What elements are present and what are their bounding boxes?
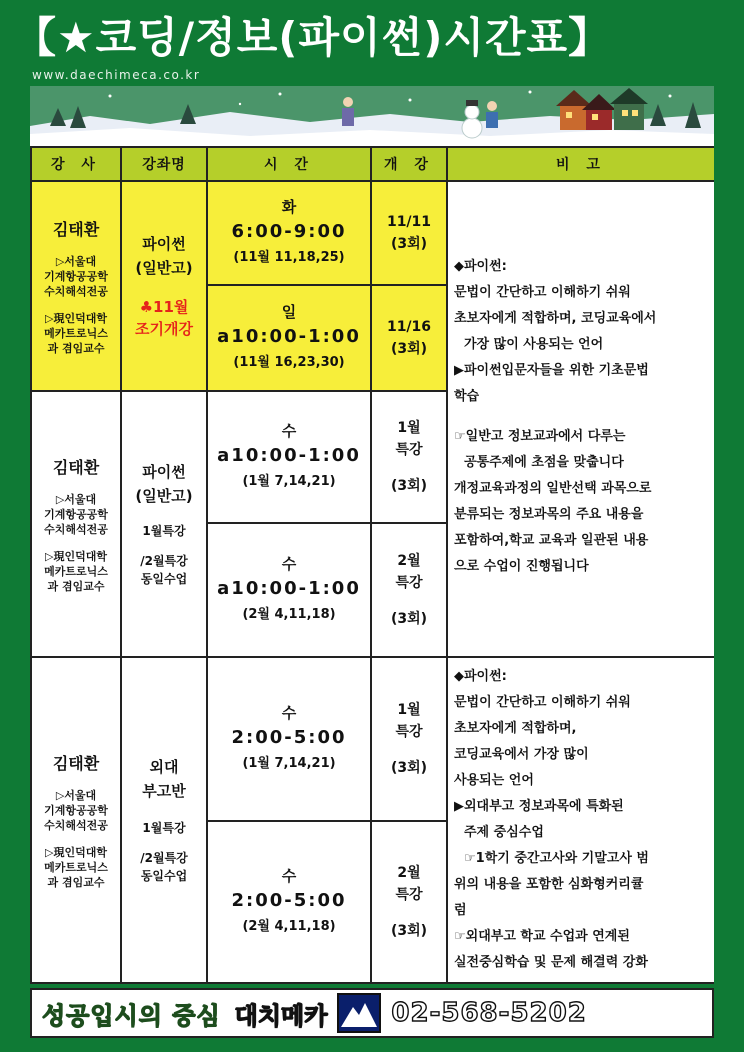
session-count: (3회) [390,341,428,357]
instructor-edu-3: 수치해석전공 [44,818,108,832]
academy-logo-icon [337,993,381,1033]
note-line: 가장 많이 사용되는 언어 [464,337,604,352]
course-note-2: /2월특강 [140,851,188,865]
instructor-career-3: 과 겸임교수 [47,341,105,355]
course-note-3: 동일수업 [140,572,188,586]
start-cell [372,392,448,524]
note-line: 개정교육과정의 일반선택 과목으로 [454,481,652,496]
footer-brand: 대치메카 [234,1001,328,1030]
instructor-career-2: 메카트로닉스 [44,860,108,874]
note-line [454,410,708,424]
course-name: 파이썬 [142,235,186,253]
start-month: 2월 [397,865,421,881]
note-line: ▶외대부고 정보과목에 특화된 [454,799,624,814]
header-notes: 비 고 [448,148,714,182]
slot-day: 수 [281,422,297,440]
instructor-career-2: 메카트로닉스 [44,564,108,578]
instructor-career-1: ▷現인덕대학 [45,845,107,859]
time-slot [208,524,372,658]
note-line: ☞1학기 중간고사와 기말고사 범 [464,851,649,866]
time-slot [208,658,372,822]
slot-dates: (2월 4,11,18) [242,919,336,934]
course-type: 부고반 [142,782,186,800]
start-date: 11/16 [386,319,432,335]
start-cell [372,658,448,822]
timetable [30,146,714,984]
start-month: 1월 [397,420,421,436]
slot-time: a10:00-1:00 [217,578,361,599]
notes-cell-top [448,182,714,658]
course-type: (일반고) [135,259,193,277]
start-date: 11/11 [386,214,432,230]
notes-cell-bottom [448,658,714,982]
note-line: 초보자에게 적합하며, 코딩교육에서 [454,311,657,326]
note-line: 문법이 간단하고 이해하기 쉬워 [454,285,631,300]
time-slot [208,286,372,392]
start-type: 특강 [395,724,423,740]
instructor-career-1: ▷現인덕대학 [45,549,107,563]
session-count: (3회) [390,236,428,252]
note-line: 포함하여,학교 교육과 일관된 내용 [454,533,649,548]
note-line: 실전중심학습 및 문제 해결력 강화 [454,955,648,970]
note-line: 위의 내용을 포함한 심화형커리큘 [454,877,644,892]
course-note-1: 1월특강 [142,821,186,835]
instructor-edu-1: ▷서울대 [55,492,97,506]
instructor-career-3: 과 겸임교수 [47,875,105,889]
instructor-name: 김태환 [52,753,100,773]
instructor-edu-3: 수치해석전공 [44,522,108,536]
slot-time: a10:00-1:00 [217,445,361,466]
note-line: 분류되는 정보과목의 주요 내용을 [454,507,644,522]
instructor-edu-1: ▷서울대 [55,788,97,802]
start-month: 2월 [397,553,421,569]
instructor-name: 김태환 [52,457,100,477]
note-line: 주제 중심수업 [464,825,544,840]
time-slot [208,822,372,982]
note-line: ☞외대부고 학교 수업과 연계된 [454,929,630,944]
note-line: ▶파이썬입문자들을 위한 기초문법 [454,363,649,378]
winter-scene-illustration [30,86,714,146]
note-line: 럼 [454,903,467,918]
note-line: 공통주제에 초점을 맞춥니다 [464,455,624,470]
course-name: 파이썬 [142,463,186,481]
instructor-career-3: 과 겸임교수 [47,579,105,593]
start-cell [372,182,448,286]
course-cell [122,392,208,658]
footer-slogan: 성공입시의 중심 [42,1001,221,1030]
footer-banner [30,988,714,1038]
session-count: (3회) [390,478,428,494]
header-course: 강좌명 [122,148,208,182]
instructor-edu-1: ▷서울대 [55,254,97,268]
header-instructor: 강 사 [32,148,122,182]
start-type: 특강 [395,442,423,458]
slot-day: 수 [281,704,297,722]
note-line: ◆파이썬: [454,669,507,684]
slot-time: a10:00-1:00 [217,326,361,347]
course-type: (일반고) [135,487,193,505]
note-line: 사용되는 언어 [454,773,534,788]
early-start-badge: ♣11월 [139,298,189,316]
time-slot [208,182,372,286]
website-url[interactable]: www.daechimeca.co.kr [32,68,201,82]
start-type: 특강 [395,887,423,903]
slot-day: 일 [281,303,297,321]
instructor-edu-3: 수치해석전공 [44,284,108,298]
early-start-label: 조기개강 [135,320,193,338]
course-note-2: /2월특강 [140,554,188,568]
instructor-edu-2: 기계항공공학 [44,269,108,283]
slot-time: 6:00-9:00 [231,221,347,242]
instructor-career-2: 메카트로닉스 [44,326,108,340]
course-name: 외대 [149,758,179,776]
start-month: 1월 [397,702,421,718]
header-start: 개 강 [372,148,448,182]
slot-dates: (1월 7,14,21) [242,756,336,771]
page-title: 【★코딩/정보(파이썬)시간표】 [14,13,612,62]
start-cell [372,822,448,982]
start-cell [372,286,448,392]
note-line: 으로 수업이 진행됩니다 [454,559,589,574]
header-time: 시 간 [208,148,372,182]
slot-dates: (1월 7,14,21) [242,474,336,489]
session-count: (3회) [390,611,428,627]
note-line: 초보자에게 적합하며, [454,721,577,736]
course-note-1: 1월특강 [142,524,186,538]
instructor-cell [32,658,122,982]
slot-dates: (11월 16,23,30) [233,355,345,370]
time-slot [208,392,372,524]
slot-day: 수 [281,867,297,885]
course-cell [122,182,208,392]
slot-time: 2:00-5:00 [231,890,347,911]
note-line: ◆파이썬: [454,259,507,274]
start-cell [372,524,448,658]
footer-phone[interactable]: 02-568-5202 [391,998,587,1028]
note-line: 학습 [454,389,480,404]
instructor-name: 김태환 [52,219,100,239]
instructor-cell [32,392,122,658]
slot-dates: (11월 11,18,25) [233,250,345,265]
slot-day: 화 [281,198,297,216]
session-count: (3회) [390,760,428,776]
slot-time: 2:00-5:00 [231,727,347,748]
course-cell [122,658,208,982]
start-type: 특강 [395,575,423,591]
instructor-edu-2: 기계항공공학 [44,803,108,817]
note-line: 코딩교육에서 가장 많이 [454,747,589,762]
note-line: ☞일반고 정보교과에서 다루는 [454,429,626,444]
instructor-cell [32,182,122,392]
slot-dates: (2월 4,11,18) [242,607,336,622]
instructor-edu-2: 기계항공공학 [44,507,108,521]
note-line: 문법이 간단하고 이해하기 쉬워 [454,695,631,710]
session-count: (3회) [390,923,428,939]
slot-day: 수 [281,555,297,573]
course-note-3: 동일수업 [140,869,188,883]
instructor-career-1: ▷現인덕대학 [45,311,107,325]
